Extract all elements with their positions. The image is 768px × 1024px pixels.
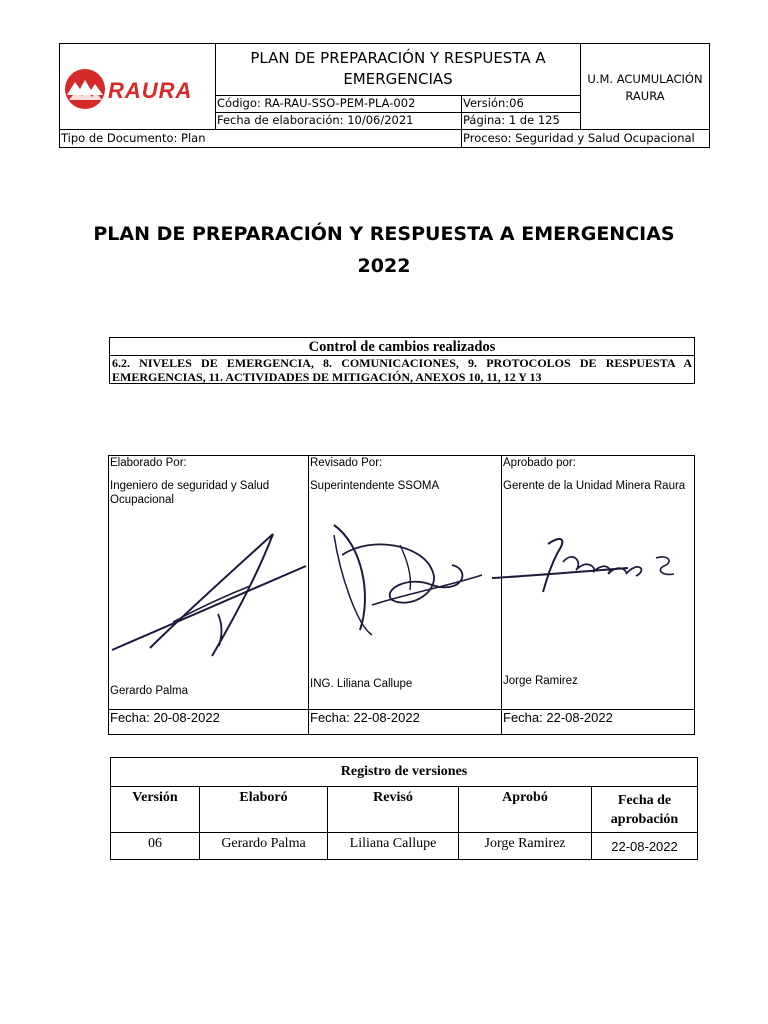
document-type: Tipo de Documento: Plan: [61, 131, 206, 145]
cell-version: 06: [111, 833, 200, 860]
logo-wordmark: RAURA: [108, 78, 193, 103]
raura-logo: [64, 62, 212, 118]
document-version: Versión:06: [463, 96, 524, 110]
signature-liliana-callupe: [312, 515, 500, 665]
cell-approval-date: 22-08-2022: [592, 833, 698, 860]
page-number: Página: 1 de 125: [463, 113, 560, 127]
cell-reviewed: Liliana Callupe: [328, 833, 459, 860]
reviewed-by-role: Superintendente SSOMA: [310, 480, 440, 492]
table-row: [111, 833, 698, 860]
header-approval-date: Fecha de aprobación: [592, 787, 698, 833]
header-reviewed: Revisó: [328, 787, 459, 833]
header-approved: Aprobó: [459, 787, 592, 833]
approved-by-label: Aprobado por:: [503, 457, 576, 469]
header-version: Versión: [111, 787, 200, 833]
document-process: Proceso: Seguridad y Salud Ocupacional: [463, 131, 695, 145]
cell-prepared: Gerardo Palma: [200, 833, 328, 860]
signature-gerardo-palma: [110, 528, 308, 660]
cell-approved: Jorge Ramirez: [459, 833, 592, 860]
changes-description: 6.2. NIVELES DE EMERGENCIA, 8. COMUNICACIONES, 9. PROTOCOLOS DE RESPUESTA A EMERGENCIAS, 11. ACTIVIDADES DE MITIGACIÓN, ANEXOS 10, 11, 12 Y 13: [112, 356, 692, 384]
prepared-by-label: Elaborado Por:: [110, 457, 187, 469]
prepared-by-date: Fecha: 20-08-2022: [110, 710, 220, 725]
versions-table-title: Registro de versiones: [111, 758, 698, 787]
document-code: Código: RA-RAU-SSO-PEM-PLA-002: [217, 96, 416, 110]
reviewed-by-name: ING. Liliana Callupe: [310, 678, 413, 690]
elaboration-date: Fecha de elaboración: 10/06/2021: [217, 113, 414, 127]
reviewed-by-date: Fecha: 22-08-2022: [310, 710, 420, 725]
main-title: [0, 218, 768, 282]
approved-by-date: Fecha: 22-08-2022: [503, 710, 613, 725]
header-title-line2: EMERGENCIAS: [343, 70, 453, 88]
main-title-year: 2022: [357, 255, 411, 277]
prepared-by-name: Gerardo Palma: [110, 685, 188, 697]
changes-control-box: [109, 337, 695, 384]
main-title-line1: PLAN DE PREPARACIÓN Y RESPUESTA A EMERGENCIAS: [93, 223, 675, 245]
changes-title: Control de cambios realizados: [308, 339, 496, 355]
unit-name: U.M. ACUMULACIÓN RAURA: [587, 72, 703, 103]
header-title: [216, 48, 580, 90]
approved-by-role: Gerente de la Unidad Minera Raura: [503, 480, 686, 492]
approved-by-name: Jorge Ramirez: [503, 675, 578, 687]
versions-table: [110, 757, 698, 860]
header-prepared: Elaboró: [200, 787, 328, 833]
signature-jorge-ramirez: [488, 532, 683, 602]
header-title-line1: PLAN DE PREPARACIÓN Y RESPUESTA A: [250, 49, 546, 67]
reviewed-by-label: Revisado Por:: [310, 457, 383, 469]
prepared-by-role: Ingeniero de seguridad y Salud Ocupacional: [110, 480, 270, 506]
